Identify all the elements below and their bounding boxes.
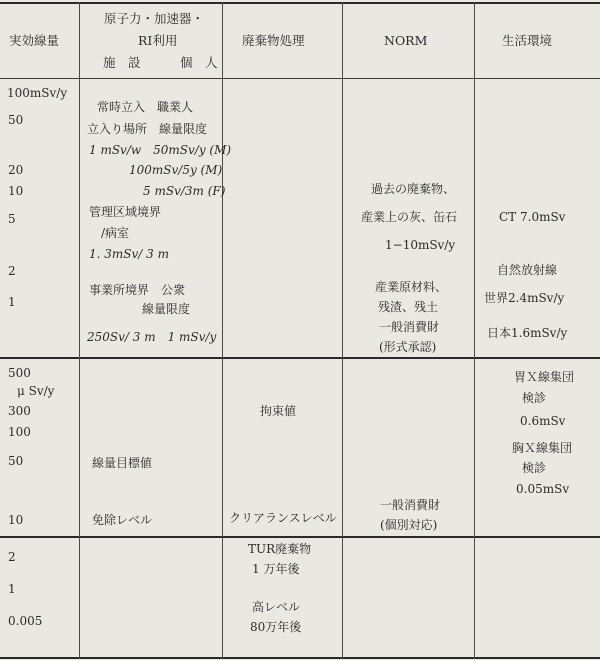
constraint-value: 拘束値: [260, 404, 297, 418]
chest-xray-checkup: 検診: [522, 461, 547, 475]
scale-50-usv: 50: [8, 454, 24, 468]
scale-1: 1: [8, 295, 16, 309]
norm-consumer-goods: 一般消費財: [379, 320, 440, 334]
header-norm: NORM: [384, 33, 428, 48]
header-bottom-border: [0, 78, 600, 79]
table-top-border: [0, 2, 600, 4]
clearance-level: クリアランスレベル: [229, 511, 337, 525]
high-level-waste: 高レベル: [252, 600, 301, 614]
scale-usv-unit: μ Sv/y: [17, 384, 55, 398]
tur-waste: TUR廃棄物: [248, 542, 312, 556]
norm-past-waste: 過去の廃棄物、: [371, 182, 456, 196]
scale-100: 100: [8, 425, 31, 439]
tur-10000-years: 1 万年後: [252, 562, 300, 576]
header-facility-label: 施 設: [103, 55, 141, 70]
scale-10-usv: 10: [8, 513, 24, 527]
section2-bottom-border: [0, 536, 600, 538]
scale-2-low: 2: [8, 550, 16, 564]
scale-500: 500: [8, 366, 31, 380]
header-effective-dose: 実効線量: [9, 33, 60, 48]
norm-dose-range: 1−10mSv/y: [385, 238, 456, 252]
scale-100msv: 100mSv/y: [7, 86, 68, 100]
site-boundary-public: 事業所境界 公衆: [89, 283, 186, 297]
scale-2: 2: [8, 264, 16, 278]
header-facility-line1: 原子力・加速器・: [104, 11, 205, 26]
scale-50: 50: [8, 113, 24, 127]
stomach-xray-dose: 0.6mSv: [520, 414, 566, 428]
column-divider-3: [342, 2, 343, 659]
dose-target-value: 線量目標値: [92, 456, 153, 470]
header-living-environment: 生活環境: [502, 33, 553, 48]
norm-industrial-ash: 産業上の灰、缶石: [361, 210, 458, 224]
column-divider-2: [222, 2, 223, 659]
ct-dose: CT 7.0mSv: [499, 210, 566, 224]
dose-limit-weekly: 1 mSv/w 50mSv/y (M): [89, 143, 232, 157]
header-facility-line2: RI利用: [138, 33, 178, 48]
scale-300: 300: [8, 404, 31, 418]
world-natural-dose: 世界2.4mSv/y: [484, 291, 565, 305]
norm-residue: 残渣、残土: [378, 300, 439, 314]
public-dose-limit: 線量限度: [142, 302, 191, 316]
controlled-area-boundary: 管理区域境界: [89, 205, 162, 219]
norm-raw-materials: 産業原材料、: [375, 280, 448, 294]
high-level-800000-years: 80万年後: [250, 620, 302, 634]
norm-consumer-goods-2: 一般消費財: [380, 498, 441, 512]
table-bottom-border: [0, 657, 600, 659]
scale-20: 20: [8, 163, 24, 177]
dose-limit-female: 5 mSv/3m (F): [143, 184, 226, 198]
stomach-xray-screening: 胃Ｘ線集団: [514, 370, 575, 384]
column-divider-1: [79, 2, 80, 659]
scale-5: 5: [8, 212, 16, 226]
dose-limit-5y: 100mSv/5y (M): [129, 163, 223, 177]
japan-natural-dose: 日本1.6mSv/y: [487, 326, 568, 340]
section1-bottom-border: [0, 357, 600, 359]
stomach-xray-checkup: 検診: [522, 391, 547, 405]
site-boundary-dose: 250Sv/ 3 m 1 mSv/y: [87, 330, 217, 344]
scale-1-low: 1: [8, 582, 16, 596]
exemption-level: 免除レベル: [92, 513, 153, 527]
header-waste-treatment: 廃棄物処理: [242, 33, 305, 48]
norm-type-approval: (形式承認): [379, 340, 437, 354]
column-divider-4: [474, 2, 475, 659]
scale-0005: 0.005: [8, 614, 43, 628]
chest-xray-screening: 胸Ｘ線集団: [512, 441, 573, 455]
scale-10: 10: [8, 184, 24, 198]
occupational-worker: 常時立入 職業人: [97, 100, 194, 114]
patient-room: /病室: [101, 226, 130, 240]
norm-individual-response: (個別対応): [380, 518, 438, 532]
controlled-area-dose: 1. 3mSv/ 3 m: [89, 247, 169, 261]
header-individual-label: 個 人: [180, 55, 218, 70]
chest-xray-dose: 0.05mSv: [516, 482, 570, 496]
natural-radiation: 自然放射線: [497, 263, 558, 277]
occupational-dose-limit: 立入り場所 線量限度: [87, 122, 208, 136]
